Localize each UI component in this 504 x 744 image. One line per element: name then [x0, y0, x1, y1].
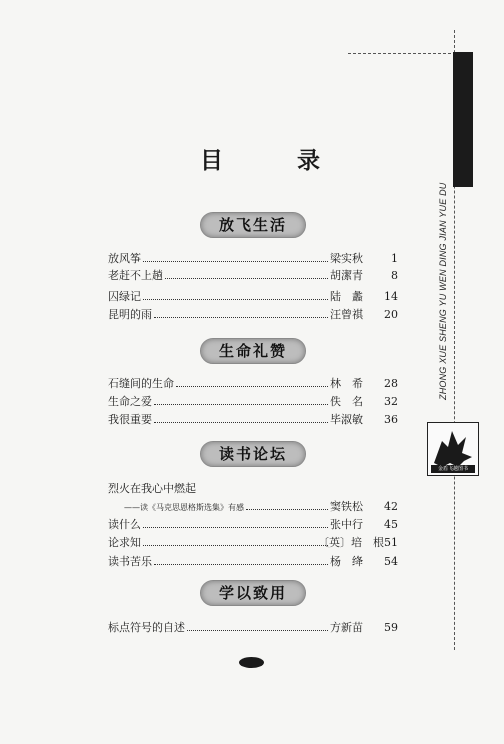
- entry-title: 老赶不上趟: [108, 269, 163, 282]
- entry-title: 生命之爱: [108, 395, 152, 408]
- series-pinyin: ZHONG XUE SHENG YU WEN DING JIAN YUE DU: [438, 182, 448, 400]
- entry-page: 51: [384, 536, 398, 549]
- dot-leader: [154, 395, 328, 405]
- entry-author: 毕淑敏: [330, 413, 363, 426]
- entry-page: 45: [384, 518, 398, 531]
- entry-author: 佚 名: [330, 395, 363, 408]
- toc-entry[interactable]: [108, 516, 398, 532]
- entry-author: 窦铁松: [330, 500, 363, 513]
- dot-leader: [143, 536, 328, 546]
- entry-page: 54: [384, 555, 398, 568]
- dot-leader: [187, 621, 328, 631]
- dot-leader: [246, 500, 328, 510]
- entry-title: 石缝间的生命: [108, 377, 174, 390]
- entry-author: 杨 绛: [330, 555, 363, 568]
- toc-entry[interactable]: [108, 393, 398, 409]
- entry-subtitle: ——读《马克思恩格斯选集》有感: [124, 503, 244, 512]
- dot-leader: [143, 518, 328, 528]
- page-number-oval: [239, 657, 264, 668]
- entry-author: 林 希: [330, 377, 363, 390]
- entry-page: 8: [391, 269, 398, 282]
- section-header: 生命礼赞: [200, 338, 306, 364]
- entry-page: 20: [384, 308, 398, 321]
- entry-author: 〔英〕培 根: [318, 536, 384, 549]
- entry-author: 陆 蠡: [330, 290, 363, 303]
- title-char-2: 录: [297, 148, 320, 174]
- dot-leader: [143, 252, 328, 262]
- entry-author: 胡潔青: [330, 269, 363, 282]
- page-title: [200, 142, 320, 175]
- entry-title: 读什么: [108, 518, 141, 531]
- entry-page: 14: [384, 290, 398, 303]
- entry-title: 囚绿记: [108, 290, 141, 303]
- entry-author: 张中行: [330, 518, 363, 531]
- entry-page: 32: [384, 395, 398, 408]
- dot-leader: [176, 377, 328, 387]
- logo-text: 金盾飞越图书: [437, 466, 468, 472]
- toc-entry[interactable]: [108, 411, 398, 427]
- section-header: 放飞生活: [200, 212, 306, 238]
- entry-title: 我很重要: [108, 413, 152, 426]
- dot-leader: [143, 290, 328, 300]
- dot-leader: [154, 413, 328, 423]
- publisher-logo: [427, 422, 479, 476]
- toc-entry[interactable]: [108, 553, 398, 569]
- toc-entry[interactable]: [108, 288, 398, 304]
- dot-leader: [154, 308, 328, 318]
- entry-title: 读书苦乐: [108, 555, 152, 568]
- toc-entry[interactable]: [108, 619, 398, 635]
- entry-title: 标点符号的自述: [108, 621, 185, 634]
- toc-entry[interactable]: [108, 534, 398, 550]
- entry-title: 论求知: [108, 536, 141, 549]
- entry-author: 方新苗: [330, 621, 363, 634]
- toc-entry[interactable]: [108, 267, 398, 283]
- toc-entry[interactable]: [108, 498, 398, 514]
- toc-entry[interactable]: [108, 375, 398, 391]
- margin-black-bar: [453, 52, 473, 187]
- section-header: 读书论坛: [200, 441, 306, 467]
- toc-entry[interactable]: [108, 250, 398, 266]
- title-char-1: 目: [200, 148, 223, 174]
- entry-title: 昆明的雨: [108, 308, 152, 321]
- margin-dash-line: [348, 53, 456, 54]
- entry-author: 梁实秋: [330, 252, 363, 265]
- dot-leader: [154, 555, 328, 565]
- dot-leader: [165, 269, 328, 279]
- entry-page: 1: [391, 252, 398, 265]
- entry-page: 36: [384, 413, 398, 426]
- entry-page: 28: [384, 377, 398, 390]
- entry-page: 59: [384, 621, 398, 634]
- entry-title: 放风筝: [108, 252, 141, 265]
- entry-page: 42: [384, 500, 398, 513]
- entry-author: 汪曾祺: [330, 308, 363, 321]
- toc-entry[interactable]: [108, 306, 398, 322]
- section-header: 学以致用: [200, 580, 306, 606]
- toc-entry-heading[interactable]: 烈火在我心中燃起: [108, 482, 196, 495]
